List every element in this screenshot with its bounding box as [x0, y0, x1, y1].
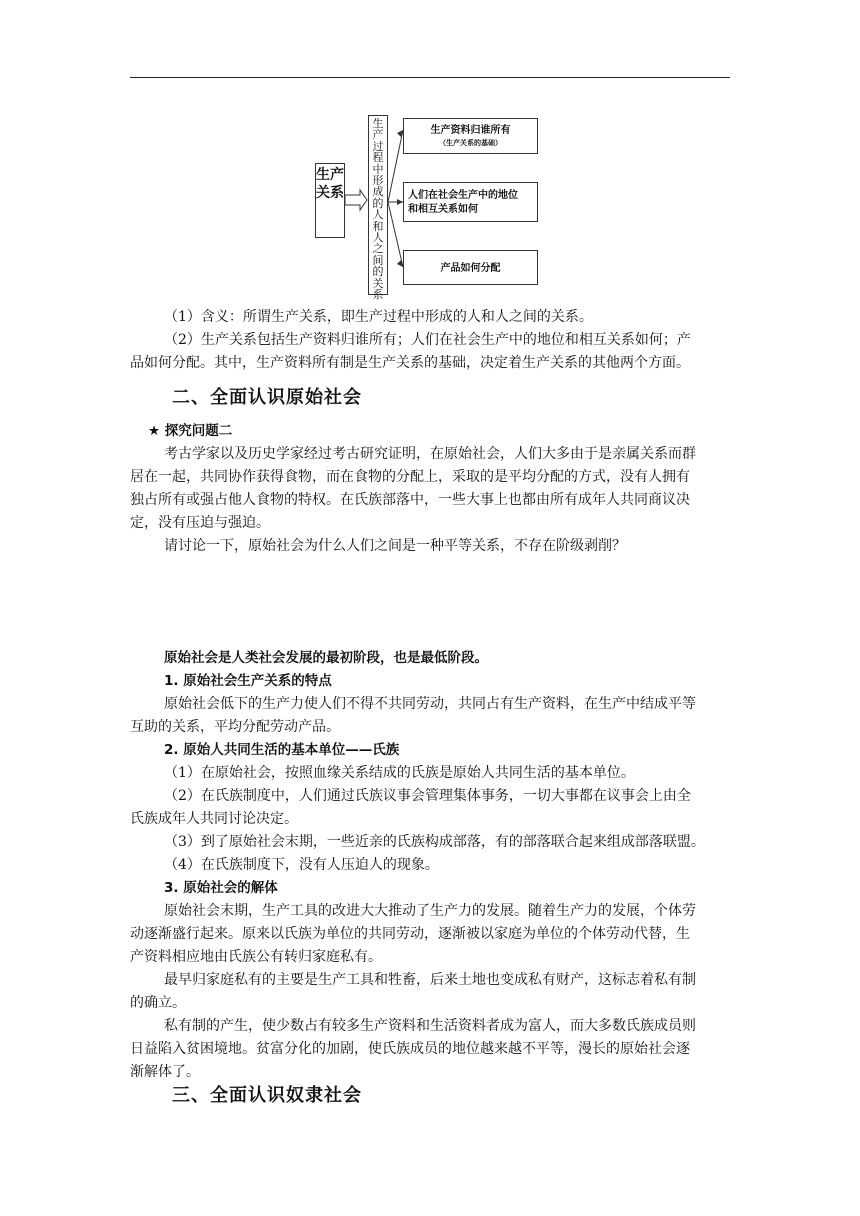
components-line-1: （2）生产关系包括生产资料归谁所有；人们在社会生产中的地位和相互关系如何；产: [164, 332, 691, 348]
s3-line-1: 原始社会末期，生产工具的改进大大推动了生产力的发展。随着生产力的发展，个体劳: [164, 903, 696, 919]
right-box-1-sub: （生产关系的基础）: [439, 139, 502, 147]
s2-line-5: （4）在氏族制度下，没有人压迫人的现象。: [164, 857, 439, 873]
right-box-2-line2: 和相互关系如何: [408, 204, 478, 215]
subsection-1-title: 1. 原始社会生产关系的特点: [164, 673, 332, 689]
s2-line-3: 氏族成年人共同讨论决定。: [130, 811, 298, 827]
right-box-2-text: [408, 189, 537, 217]
s1-line-1: 原始社会低下的生产力使人们不得不共同劳动，共同占有生产资料，在生产中结成平等: [164, 696, 696, 712]
right-box-2: [403, 182, 538, 222]
definition-paragraph: （1）含义：所谓生产关系，即生产过程中形成的人和人之间的关系。: [164, 309, 593, 325]
s3-line-6: 私有制的产生，使少数占有较多生产资料和生活资料者成为富人，而大多数氏族成员则: [164, 1018, 696, 1034]
inquiry-title: ★ 探究问题二: [148, 423, 233, 439]
header-rule: [130, 77, 730, 78]
right-box-1: [403, 118, 538, 154]
s3-line-5: 的确立。: [130, 995, 186, 1011]
inquiry-line-3: 独占所有或强占他人食物的特权。在氏族部落中，一些大事上也都由所有成年人共同商议决: [130, 492, 690, 508]
section-heading-3: 三、全面认识奴隶社会: [172, 1085, 362, 1106]
s1-line-2: 互助的关系，平均分配劳动产品。: [130, 719, 340, 735]
inquiry-question: 请讨论一下，原始社会为什么人们之间是一种平等关系，不存在阶级剥削？: [164, 538, 626, 554]
right-box-1-text: 生产资料归谁所有: [430, 125, 511, 136]
s3-line-2: 动逐渐盛行起来。原来以氏族为单位的共同劳动，逐渐被以家庭为单位的个体劳动代替，生: [130, 926, 690, 942]
subsection-3-title: 3. 原始社会的解体: [164, 880, 278, 896]
components-line-2: 品如何分配。其中，生产资料所有制是生产关系的基础，决定着生产关系的其他两个方面。: [130, 355, 690, 371]
s3-line-8: 渐解体了。: [130, 1064, 200, 1080]
inquiry-line-4: 定，没有压迫与强迫。: [130, 515, 270, 531]
primitive-intro: 原始社会是人类社会发展的最初阶段，也是最低阶段。: [164, 650, 488, 666]
main-box: 生产关系: [315, 163, 345, 238]
inquiry-line-2: 居在一起，共同协作获得食物，而在食物的分配上，采取的是平均分配的方式，没有人拥有: [130, 469, 690, 485]
vertical-box: 生产过程中形成的人和人之间的关系: [368, 115, 388, 295]
inquiry-line-1: 考古学家以及历史学家经过考古研究证明，在原始社会，人们大多由于是亲属关系而群: [164, 446, 696, 462]
section-heading-2: 二、全面认识原始社会: [172, 387, 362, 408]
subsection-2-title: 2. 原始人共同生活的基本单位——氏族: [164, 742, 400, 758]
arrow-line-1: [388, 130, 403, 202]
arrow-line-3: [388, 202, 403, 267]
s2-line-2: （2）在氏族制度中，人们通过氏族议事会管理集体事务，一切大事都在议事会上由全: [164, 788, 691, 804]
s3-line-7: 日益陷入贫困境地。贫富分化的加剧，使氏族成员的地位越来越不平等，漫长的原始社会逐: [130, 1041, 690, 1057]
s3-line-3: 产资料相应地由氏族公有转归家庭私有。: [130, 949, 382, 965]
s2-line-4: （3）到了原始社会末期，一些近亲的氏族构成部落，有的部落联合起来组成部落联盟。: [164, 834, 705, 850]
s3-line-4: 最早归家庭私有的主要是生产工具和牲畜，后来土地也变成私有财产，这标志着私有制: [164, 972, 696, 988]
double-arrow-icon: [345, 190, 367, 210]
right-box-2-line1: 人们在社会生产中的地位: [408, 190, 518, 201]
production-relations-diagram: [300, 110, 560, 300]
right-box-3-text: 产品如何分配: [440, 263, 501, 274]
right-box-3: [403, 250, 538, 285]
s2-line-1: （1）在原始社会，按照血缘关系结成的氏族是原始人共同生活的基本单位。: [164, 765, 635, 781]
